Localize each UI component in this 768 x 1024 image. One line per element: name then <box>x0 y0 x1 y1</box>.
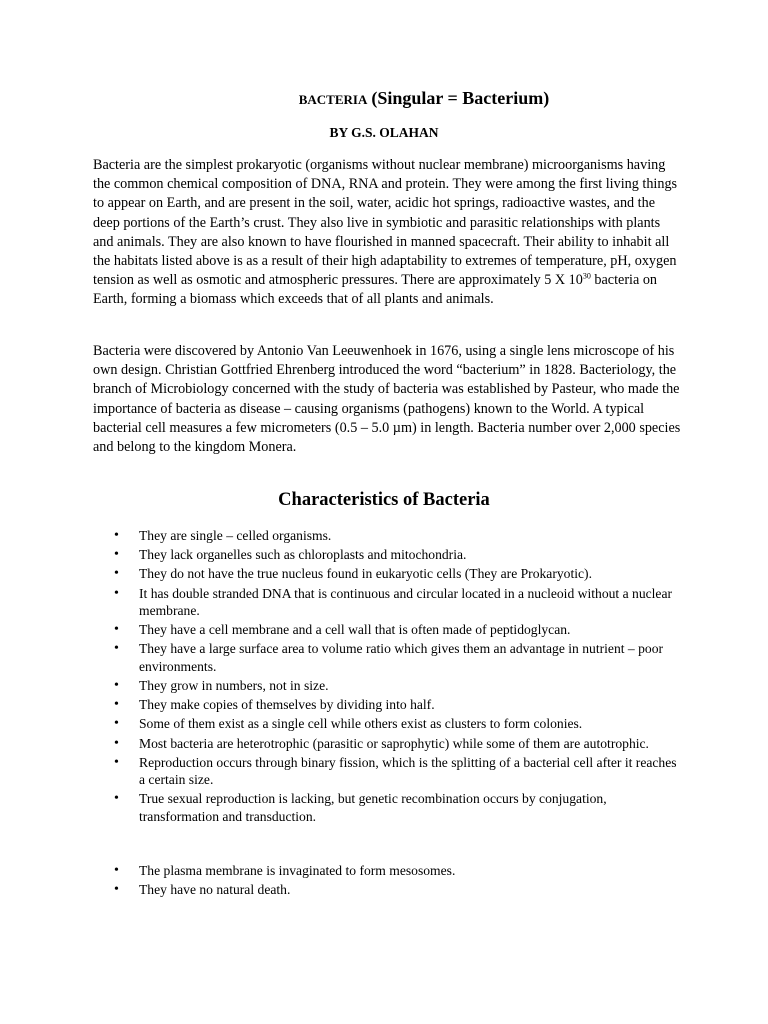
intro-text-end: bacteria on Earth, forming a biomass which exceeds that of all plants and animals. <box>93 272 658 308</box>
exponent: 30 <box>582 271 591 281</box>
author-line: BY G.S. OLAHAN <box>329 125 439 140</box>
intro-paragraph <box>93 156 683 310</box>
list-item: • They do not have the true nucleus found in eukaryotic cells (They are Prokaryotic). <box>93 565 683 582</box>
history-paragraph: Bacteria were discovered by Antonio Van Leeuwenhoek in 1676, using a single lens microscope of his own design. Christian Gottfried Ehrenberg introduced the word “bacterium” in 1828. Bacteriology, the branch of Microbiology concerned with the study of bacteria was established by Pasteur, who made the importance of bacteria as disease – causing organisms (pathogens) known to the World. A typical bacterial cell measures a few micrometers (0.5 – 5.0 µm) in length. Bacteria number over 2,000 species and belong to the kingdom Monera. <box>93 343 681 456</box>
list-item: • They make copies of themselves by dividing into half. <box>93 696 683 713</box>
characteristics-list <box>93 527 683 827</box>
title-suffix: (Singular = Bacterium) <box>371 88 550 108</box>
page-title <box>0 88 768 109</box>
characteristics-list-continued <box>93 862 683 900</box>
list-item: • They are single – celled organisms. <box>93 527 683 544</box>
title-prefix: BACTERIA <box>298 92 368 107</box>
section-heading: Characteristics of Bacteria <box>278 490 490 510</box>
list-item: • They have a large surface area to volume ratio which gives them an advantage in nutrient – poor environments. <box>93 640 683 675</box>
list-item: • Most bacteria are heterotrophic (parasitic or saprophytic) while some of them are autotrophic. <box>93 735 683 752</box>
list-item: • They lack organelles such as chloroplasts and mitochondria. <box>93 546 683 563</box>
list-item: • It has double stranded DNA that is continuous and circular located in a nucleoid without a nuclear membrane. <box>93 585 683 620</box>
list-item: • They have no natural death. <box>93 881 683 898</box>
list-item: • They grow in numbers, not in size. <box>93 677 683 694</box>
intro-text: Bacteria are the simplest prokaryotic (organisms without nuclear membrane) microorganisms having the common chemical composition of DNA, RNA and protein. They were among the first living things to appear on Earth, and are present in the soil, water, acidic hot springs, radioactive wastes, and the deep portions of the Earth’s crust. They also live in symbiotic and parasitic relationships with plants and animals. They are also known to have flourished in manned spacecraft. Their ability to inhabit all the habitats listed above is as a result of their high adaptability to extremes of temperature, pH, oxygen tension as well as osmotic and atmospheric pressures. There are approximately 5 X 10 <box>93 157 678 289</box>
list-item: • Some of them exist as a single cell while others exist as clusters to form colonies. <box>93 715 683 732</box>
list-item: • They have a cell membrane and a cell wall that is often made of peptidoglycan. <box>93 621 683 638</box>
list-item: • True sexual reproduction is lacking, but genetic recombination occurs by conjugation, transformation and transduction. <box>93 790 683 825</box>
list-item: • Reproduction occurs through binary fission, which is the splitting of a bacterial cell after it reaches a certain size. <box>93 754 683 789</box>
list-item: • The plasma membrane is invaginated to form mesosomes. <box>93 862 683 879</box>
